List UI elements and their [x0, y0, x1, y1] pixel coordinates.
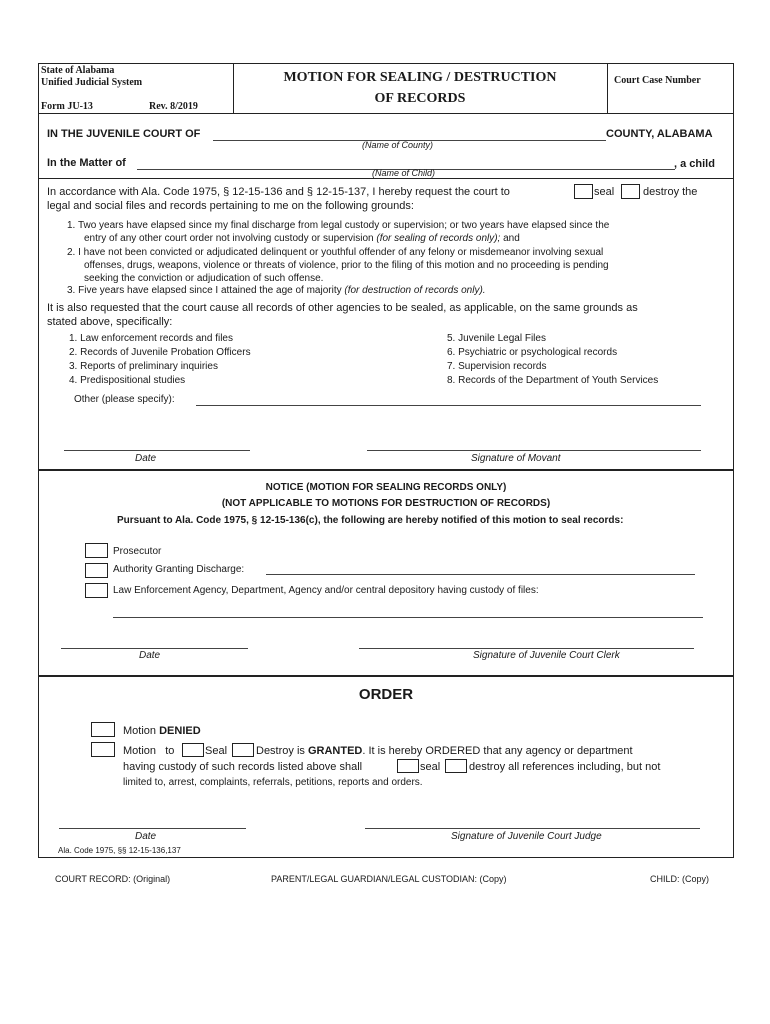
- order-line3: limited to, arrest, complaints, referrals, petitions, reports and orders.: [123, 777, 423, 788]
- order-line2-cont: destroy all references including, but not: [469, 761, 661, 773]
- ground-1-line2: entry of any other court order not involving custody or supervision (for sealing of records only); and: [84, 233, 520, 244]
- footer-child-copy: CHILD: (Copy): [650, 874, 710, 884]
- ground-2-line3: seeking the conviction or adjudication of such offense.: [84, 273, 324, 284]
- ground-2-line2: offenses, drugs, weapons, violence or threats of violence, prior to the filing of this motion and no proceeding is pending: [84, 260, 609, 271]
- header-divider-right: [607, 63, 608, 113]
- court-prefix: IN THE JUVENILE COURT OF: [47, 128, 201, 140]
- also-requested: It is also requested that the court cause all records of other agencies to be sealed, as applicable, on the same grounds as: [47, 302, 638, 314]
- clerk-signature-field[interactable]: [359, 648, 694, 649]
- request-intro-cont: legal and social files and records pertaining to me on the following grounds:: [47, 200, 414, 212]
- agency-item-4: 4. Predispositional studies: [69, 375, 186, 386]
- law-enforcement-checkbox[interactable]: [85, 583, 108, 598]
- order-line2: having custody of such records listed above shall: [123, 761, 363, 773]
- order-seal-label: Seal: [205, 745, 228, 757]
- request-seal-checkbox[interactable]: [574, 184, 593, 199]
- form-title-line2: OF RECORDS: [374, 91, 466, 106]
- law-enforcement-label: Law Enforcement Agency, Department, Agency and/or central depository having custody of files:: [113, 585, 539, 596]
- judge-signature-label: Signature of Juvenile Court Judge: [451, 831, 602, 842]
- agency-item-3: 3. Reports of preliminary inquiries: [69, 361, 218, 372]
- order-title: ORDER: [358, 686, 414, 703]
- motion-denied: Motion DENIED: [123, 725, 201, 737]
- header-bottom-rule: [38, 113, 734, 114]
- authority-label: Authority Granting Discharge:: [113, 564, 245, 575]
- notice-subtitle: (NOT APPLICABLE TO MOTIONS FOR DESTRUCTION OF RECORDS): [221, 498, 551, 509]
- agency-item-7: 7. Supervision records: [447, 361, 547, 372]
- form-revision: Rev. 8/2019: [149, 101, 198, 112]
- movant-signature-field[interactable]: [367, 450, 701, 451]
- order-granted-text: Destroy is GRANTED. It is hereby ORDERED that any agency or department: [256, 745, 633, 757]
- clerk-signature-label: Signature of Juvenile Court Clerk: [473, 650, 620, 661]
- judge-date-field[interactable]: [59, 828, 246, 829]
- agency-seal-checkbox[interactable]: [397, 759, 419, 773]
- movant-signature-label: Signature of Movant: [471, 453, 561, 464]
- request-intro: In accordance with Ala. Code 1975, § 12-15-136 and § 12-15-137, I hereby request the court to: [47, 186, 510, 198]
- movant-date-field[interactable]: [64, 450, 250, 451]
- ground-3: 3. Five years have elapsed since I attained the age of majority (for destruction of records only).: [67, 285, 486, 296]
- system-label: Unified Judicial System: [41, 77, 143, 88]
- ground-1-line1: 1. Two years have elapsed since my final discharge from legal custody or supervision; or two years have elapsed since the: [67, 220, 610, 231]
- order-destroy-checkbox[interactable]: [232, 743, 254, 757]
- child-suffix: , a child: [674, 158, 715, 170]
- judge-date-label: Date: [135, 831, 157, 842]
- clerk-date-field[interactable]: [61, 648, 248, 649]
- child-caption: (Name of Child): [372, 168, 436, 178]
- form-number: Form JU-13: [41, 101, 93, 112]
- county-suffix: COUNTY, ALABAMA: [606, 128, 713, 140]
- footer-court-record: COURT RECORD: (Original): [55, 874, 171, 884]
- agency-item-8: 8. Records of the Department of Youth Services: [447, 375, 659, 386]
- prosecutor-checkbox[interactable]: [85, 543, 108, 558]
- state-label: State of Alabama: [41, 65, 115, 76]
- agency-item-2: 2. Records of Juvenile Probation Officers: [69, 347, 251, 358]
- notice-pursuant: Pursuant to Ala. Code 1975, § 12-15-136(c), the following are hereby notified of this motion to seal records:: [117, 515, 624, 526]
- request-seal-label: seal: [594, 186, 615, 198]
- granted-checkbox[interactable]: [91, 742, 115, 757]
- footer-parent-copy: PARENT/LEGAL GUARDIAN/LEGAL CUSTODIAN: (Copy): [271, 874, 507, 884]
- movant-date-label: Date: [135, 453, 157, 464]
- case-number-label: Court Case Number: [614, 75, 701, 86]
- notice-top-rule: [38, 469, 734, 471]
- judge-signature-field[interactable]: [365, 828, 700, 829]
- prosecutor-label: Prosecutor: [113, 546, 162, 557]
- other-specify-field[interactable]: [196, 405, 701, 406]
- notice-title: NOTICE (MOTION FOR SEALING RECORDS ONLY): [265, 482, 507, 493]
- also-requested-cont: stated above, specifically:: [47, 316, 173, 328]
- authority-checkbox[interactable]: [85, 563, 108, 578]
- header-divider-left: [233, 63, 234, 113]
- order-seal-checkbox[interactable]: [182, 743, 204, 757]
- clerk-date-label: Date: [139, 650, 161, 661]
- agency-seal-label: seal: [420, 761, 441, 773]
- request-destroy-checkbox[interactable]: [621, 184, 640, 199]
- county-caption: (Name of County): [362, 140, 434, 150]
- agency-item-6: 6. Psychiatric or psychological records: [447, 347, 618, 358]
- order-top-rule: [38, 675, 734, 677]
- request-destroy-label: destroy the: [643, 186, 698, 198]
- denied-checkbox[interactable]: [91, 722, 115, 737]
- ground-2-line1: 2. I have not been convicted or adjudicated delinquent or youthful offender of any felony or misdemeanor involving sexual: [67, 247, 604, 258]
- other-specify-label: Other (please specify):: [74, 394, 175, 405]
- matter-prefix: In the Matter of: [47, 157, 126, 169]
- motion-to-label: Motion to: [123, 745, 175, 757]
- law-enforcement-field[interactable]: [113, 617, 703, 618]
- court-bottom-rule: [38, 178, 734, 179]
- agency-item-5: 5. Juvenile Legal Files: [447, 333, 546, 344]
- authority-field[interactable]: [266, 574, 695, 575]
- code-reference: Ala. Code 1975, §§ 12-15-136,137: [58, 846, 181, 855]
- form-title: MOTION FOR SEALING / DESTRUCTION: [283, 70, 557, 85]
- agency-destroy-checkbox[interactable]: [445, 759, 467, 773]
- agency-item-1: 1. Law enforcement records and files: [69, 333, 233, 344]
